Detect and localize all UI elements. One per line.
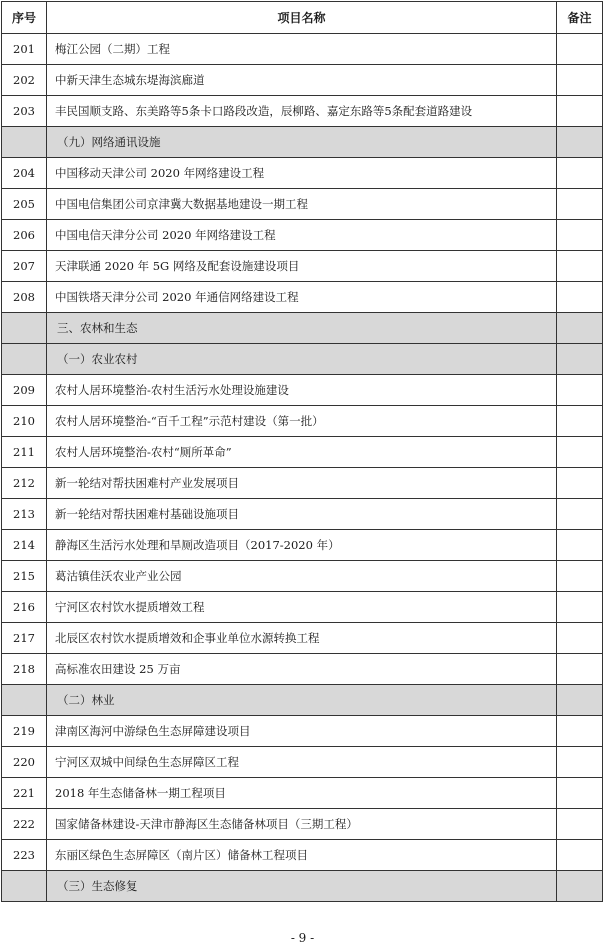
table-row (2, 778, 603, 809)
cell-note (557, 375, 603, 406)
table-row (2, 251, 603, 282)
cell-note (557, 127, 603, 158)
cell-seq: 204 (2, 158, 47, 189)
table-row (2, 592, 603, 623)
table-row (2, 716, 603, 747)
cell-seq (2, 871, 47, 902)
cell-seq (2, 127, 47, 158)
cell-name: 高标准农田建设 25 万亩 (47, 654, 557, 685)
table-row (2, 65, 603, 96)
cell-note (557, 499, 603, 530)
cell-seq: 220 (2, 747, 47, 778)
table-row (2, 406, 603, 437)
table-row (2, 96, 603, 127)
section-row (2, 871, 603, 902)
table-body (2, 34, 603, 902)
cell-note (557, 96, 603, 127)
cell-name: 葛沽镇佳沃农业产业公园 (47, 561, 557, 592)
page-number: - 9 - (290, 931, 315, 945)
cell-seq: 206 (2, 220, 47, 251)
cell-seq: 219 (2, 716, 47, 747)
cell-seq: 202 (2, 65, 47, 96)
cell-note (557, 871, 603, 902)
cell-name: 2018 年生态储备林一期工程项目 (47, 778, 557, 809)
cell-note (557, 158, 603, 189)
table-row (2, 220, 603, 251)
section-title: （三）生态修复 (47, 871, 557, 902)
cell-note (557, 747, 603, 778)
cell-name: 宁河区双城中间绿色生态屏障区工程 (47, 747, 557, 778)
section-title: （九）网络通讯设施 (47, 127, 557, 158)
cell-note (557, 437, 603, 468)
cell-name: 津南区海河中游绿色生态屏障建设项目 (47, 716, 557, 747)
cell-seq: 214 (2, 530, 47, 561)
cell-note (557, 716, 603, 747)
cell-name: 天津联通 2020 年 5G 网络及配套设施建设项目 (47, 251, 557, 282)
table-row (2, 158, 603, 189)
table-row (2, 654, 603, 685)
table-row (2, 747, 603, 778)
cell-name: 农村人居环境整治-农村“厕所革命” (47, 437, 557, 468)
cell-note (557, 344, 603, 375)
table-row (2, 468, 603, 499)
table-row (2, 530, 603, 561)
table-row (2, 375, 603, 406)
section-title: （一）农业农村 (47, 344, 557, 375)
cell-name: 中国电信集团公司京津冀大数据基地建设一期工程 (47, 189, 557, 220)
header-name: 项目名称 (47, 2, 557, 34)
cell-name: 新一轮结对帮扶困难村产业发展项目 (47, 468, 557, 499)
cell-seq: 213 (2, 499, 47, 530)
cell-name: 梅江公园（二期）工程 (47, 34, 557, 65)
cell-seq: 215 (2, 561, 47, 592)
cell-seq (2, 685, 47, 716)
cell-note (557, 809, 603, 840)
project-table (1, 1, 603, 902)
section-title: 三、农林和生态 (47, 313, 557, 344)
cell-note (557, 530, 603, 561)
cell-note (557, 468, 603, 499)
table-row (2, 561, 603, 592)
cell-note (557, 313, 603, 344)
cell-name: 中国铁塔天津分公司 2020 年通信网络建设工程 (47, 282, 557, 313)
cell-name: 宁河区农村饮水提质增效工程 (47, 592, 557, 623)
cell-note (557, 34, 603, 65)
cell-note (557, 189, 603, 220)
cell-name: 东丽区绿色生态屏障区（南片区）储备林工程项目 (47, 840, 557, 871)
table-row (2, 282, 603, 313)
cell-name: 农村人居环境整治-农村生活污水处理设施建设 (47, 375, 557, 406)
cell-name: 中新天津生态城东堤海滨廊道 (47, 65, 557, 96)
cell-note (557, 840, 603, 871)
cell-note (557, 778, 603, 809)
cell-name: 丰民国顺支路、东美路等5条卡口路段改造，辰柳路、嘉定东路等5条配套道路建设 (47, 96, 557, 127)
cell-seq: 218 (2, 654, 47, 685)
cell-seq: 208 (2, 282, 47, 313)
cell-seq: 221 (2, 778, 47, 809)
cell-note (557, 623, 603, 654)
section-row (2, 127, 603, 158)
cell-note (557, 65, 603, 96)
cell-note (557, 251, 603, 282)
cell-note (557, 282, 603, 313)
cell-note (557, 654, 603, 685)
section-title: （二）林业 (47, 685, 557, 716)
cell-seq (2, 344, 47, 375)
cell-seq: 216 (2, 592, 47, 623)
cell-name: 中国移动天津公司 2020 年网络建设工程 (47, 158, 557, 189)
cell-name: 中国电信天津分公司 2020 年网络建设工程 (47, 220, 557, 251)
cell-seq: 222 (2, 809, 47, 840)
cell-name: 新一轮结对帮扶困难村基础设施项目 (47, 499, 557, 530)
cell-seq: 201 (2, 34, 47, 65)
cell-seq: 212 (2, 468, 47, 499)
cell-seq: 210 (2, 406, 47, 437)
cell-seq: 217 (2, 623, 47, 654)
cell-name: 农村人居环境整治-“百千工程”示范村建设（第一批） (47, 406, 557, 437)
cell-name: 静海区生活污水处理和旱厕改造项目（2017-2020 年） (47, 530, 557, 561)
cell-name: 北辰区农村饮水提质增效和企事业单位水源转换工程 (47, 623, 557, 654)
cell-seq: 203 (2, 96, 47, 127)
cell-seq: 211 (2, 437, 47, 468)
cell-note (557, 220, 603, 251)
header-seq: 序号 (2, 2, 47, 34)
cell-note (557, 561, 603, 592)
cell-seq (2, 313, 47, 344)
table-row (2, 499, 603, 530)
cell-note (557, 406, 603, 437)
cell-name: 国家储备林建设-天津市静海区生态储备林项目（三期工程） (47, 809, 557, 840)
table-row (2, 809, 603, 840)
header-note: 备注 (557, 2, 603, 34)
section-row (2, 344, 603, 375)
table-header-row (2, 2, 603, 34)
table-row (2, 437, 603, 468)
table-row (2, 34, 603, 65)
cell-seq: 207 (2, 251, 47, 282)
section-row (2, 313, 603, 344)
table-row (2, 840, 603, 871)
cell-seq: 205 (2, 189, 47, 220)
table-row (2, 189, 603, 220)
cell-seq: 209 (2, 375, 47, 406)
cell-note (557, 592, 603, 623)
cell-seq: 223 (2, 840, 47, 871)
section-row (2, 685, 603, 716)
cell-note (557, 685, 603, 716)
table-row (2, 623, 603, 654)
